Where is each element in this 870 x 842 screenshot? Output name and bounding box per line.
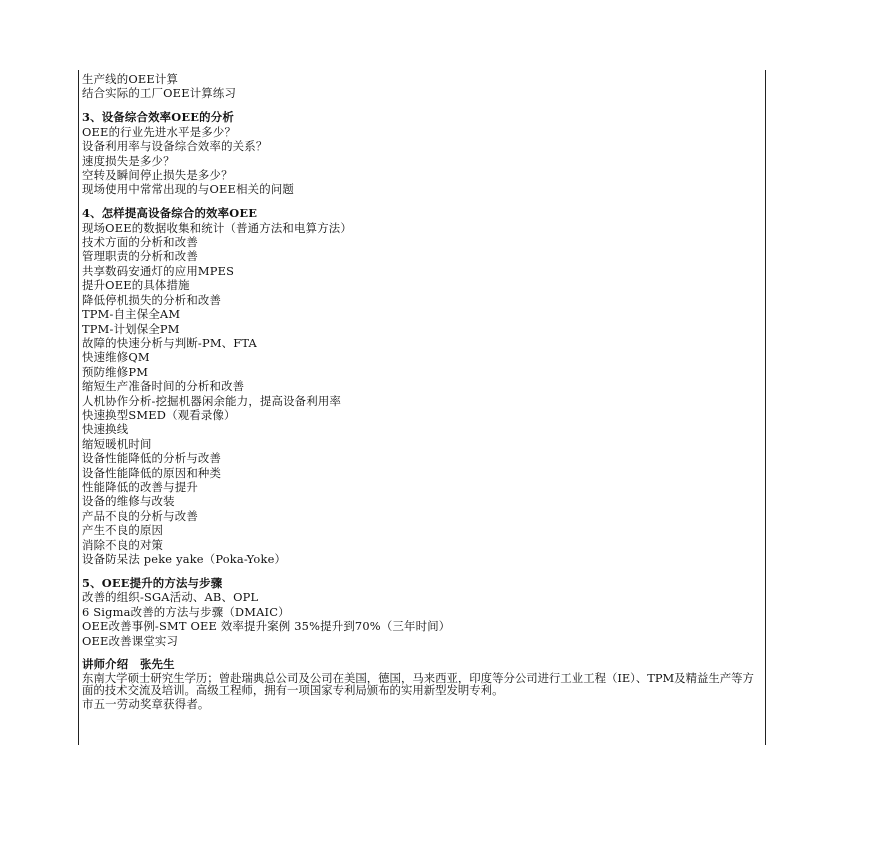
text-line: 技术方面的分析和改善 [82,235,198,250]
text-line: 快速换线 [82,422,129,437]
text-line: 速度损失是多少？ [82,153,175,168]
text-line: 产生不良的原因 [82,523,164,538]
section-4 [82,206,765,566]
document-page [78,70,766,745]
text-line: 设备性能降低的分析与改善 [82,451,222,466]
text-line: 预防维修PM [82,364,149,379]
text-line: 故障的快速分析与判断-PM、FTA [82,335,257,350]
instructor-section [82,657,765,711]
text-line: 生产线的OEE计算 [82,72,179,86]
text-line: 人机协作分析-挖掘机器闲余能力，提高设备利用率 [82,393,342,408]
text-line: TPM-自主保全AM [82,307,181,322]
text-line: OEE改善课堂实习 [82,633,179,648]
text-line: 设备防呆法 peke yake（Poka-Yoke） [82,552,287,566]
text-line: 现场使用中常常出现的与OEE相关的问题 [82,182,295,197]
section-3-heading: 3、设备综合效率OEE的分析 [82,110,234,125]
text-line: TPM-计划保全PM [82,321,180,336]
instructor-award: 市五一劳动奖章获得者。 [82,697,210,712]
intro-block [82,72,765,101]
text-line: 现场OEE的数据收集和统计（普通方法和电算方法） [82,220,352,235]
instructor-bio: 东南大学硕士研究生学历；曾赴瑞典总公司及公司在美国，德国，马来西亚，印度等分公司进行工业工程（IE）、TPM及精益生产等方面的技术交流及培训。高级工程师，拥有一项国家专利局颁布的实用新型发明专利。 [82,670,754,698]
text-line: 设备的维修与改装 [82,494,175,509]
text-line: 设备性能降低的原因和种类 [82,465,222,480]
text-line: 快速维修QM [82,350,150,365]
text-line: 快速换型SMED（观看录像） [82,407,236,422]
text-line: 结合实际的工厂OEE计算练习 [82,86,237,101]
text-line: 降低停机损失的分析和改善 [82,292,222,307]
text-line: 改善的组织-SGA活动、AB、OPL [82,590,259,605]
text-line: 提升OEE的具体措施 [82,278,190,293]
text-line: 缩短暖机时间 [82,436,152,451]
text-line: OEE的行业先进水平是多少？ [82,124,237,139]
text-line: 6 Sigma改善的方法与步骤（DMAIC） [82,604,290,619]
text-line: 空转及瞬间停止损失是多少？ [82,167,233,182]
text-line: 设备利用率与设备综合效率的关系？ [82,139,268,154]
text-line: 共享数码安通灯的应用MPES [82,263,235,278]
text-line: 管理职责的分析和改善 [82,249,198,264]
text-line: 缩短生产准备时间的分析和改善 [82,379,245,394]
section-3 [82,110,765,196]
section-4-heading: 4、怎样提高设备综合的效率OEE [82,206,258,221]
text-line: 性能降低的改善与提升 [82,479,198,494]
text-line: 产品不良的分析与改善 [82,508,198,523]
text-line: 消除不良的对策 [82,537,164,552]
section-5-heading: 5、OEE提升的方法与步骤 [82,575,223,590]
section-5 [82,576,765,648]
text-line: OEE改善事例-SMT OEE 效率提升案例 35%提升到70%（三年时间） [82,619,451,634]
instructor-heading: 讲师介绍 张先生 [82,657,175,672]
